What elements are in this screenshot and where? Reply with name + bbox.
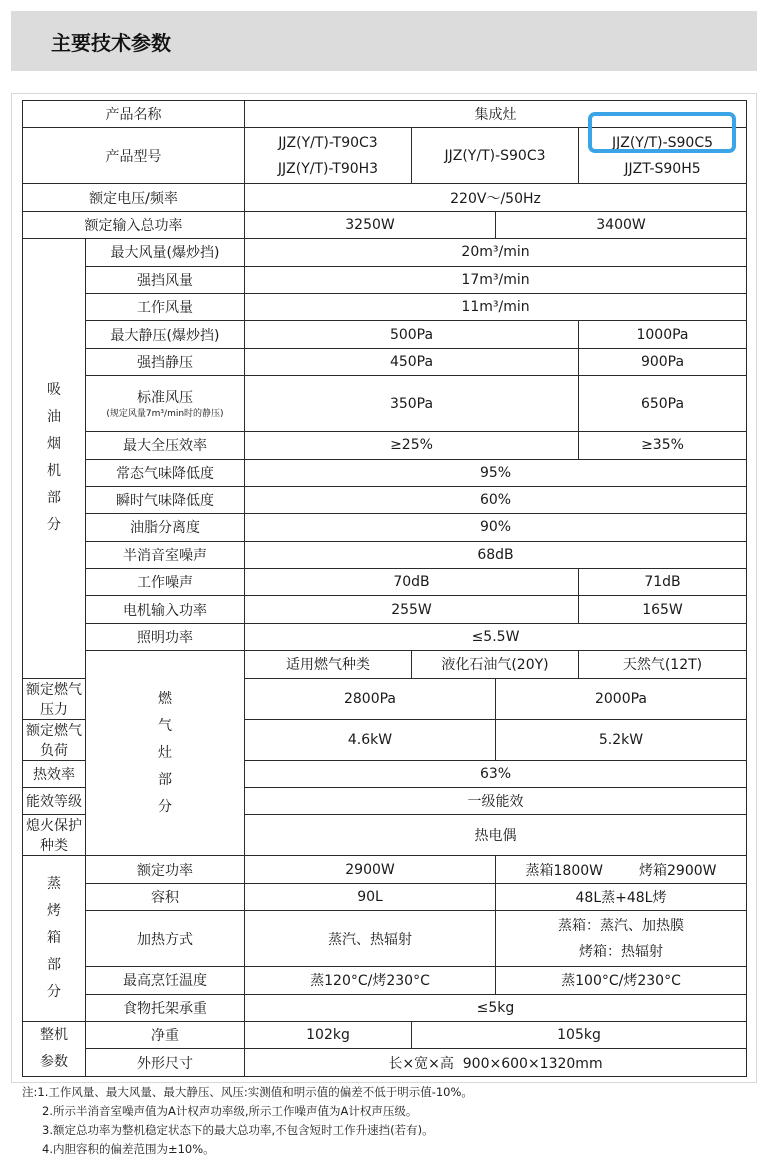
table-cell: 105kg (412, 1021, 747, 1049)
section-whole-label: 整机 参数 (23, 1021, 86, 1076)
table-cell: 90% (245, 514, 747, 541)
table-cell: 2800Pa (245, 678, 496, 719)
spec-table (22, 100, 747, 1077)
table-cell: 900Pa (579, 348, 747, 375)
table-cell: 额定电压/频率 (23, 184, 245, 211)
table-row (23, 541, 747, 568)
section-oven-label: 蒸 烤 箱 部 分 (23, 856, 86, 1022)
table-cell: 17m³/min (245, 266, 747, 293)
table-cell: 71dB (579, 569, 747, 596)
table-row (23, 569, 747, 596)
table-row (23, 432, 747, 459)
table-row (23, 266, 747, 293)
model-label: 产品型号 (23, 128, 245, 184)
table-cell: 102kg (245, 1021, 412, 1049)
table-row (23, 967, 747, 994)
table-cell: 48L蒸+48L烤 (496, 883, 747, 910)
table-cell: 额定输入总功率 (23, 211, 245, 238)
table-cell: 额定燃气压力 (23, 678, 86, 719)
table-cell: ≤5kg (245, 994, 747, 1021)
table-cell: 额定燃气负荷 (23, 719, 86, 760)
product-name-label: 产品名称 (23, 101, 245, 128)
table-cell: 20m³/min (245, 239, 747, 266)
table-cell: 90L (245, 883, 496, 910)
table-cell: 液化石油气(20Y) (412, 651, 579, 678)
table-cell: 电机输入功率 (86, 596, 245, 623)
table-row (23, 883, 747, 910)
table-cell: 68dB (245, 541, 747, 568)
table-cell: 95% (245, 459, 747, 486)
table-cell: 450Pa (245, 348, 579, 375)
model-highlight-box (588, 112, 736, 153)
table-cell: 220V～/50Hz (245, 184, 747, 211)
section-stove-label: 燃 气 灶 部 分 (86, 651, 245, 856)
table-row (23, 911, 747, 967)
table-row (23, 184, 747, 211)
table-row (23, 856, 747, 883)
table-cell: 蒸箱：蒸汽、加热膜 烤箱：热辐射 (496, 911, 747, 967)
table-cell: 蒸箱1800W 烤箱2900W (496, 856, 747, 883)
table-cell: 165W (579, 596, 747, 623)
table-cell: 强挡风量 (86, 266, 245, 293)
table-row (23, 514, 747, 541)
table-row (23, 211, 747, 238)
table-row (23, 376, 747, 432)
table-cell: 最大风量(爆炒挡) (86, 239, 245, 266)
table-cell: 工作噪声 (86, 569, 245, 596)
table-cell: 255W (245, 596, 579, 623)
table-cell: 半消音室噪声 (86, 541, 245, 568)
table-cell: 强挡静压 (86, 348, 245, 375)
table-cell: 长×宽×高 900×600×1320mm (245, 1049, 747, 1077)
table-cell: 蒸汽、热辐射 (245, 911, 496, 967)
table-row (23, 486, 747, 513)
table-cell: 蒸100°C/烤230°C (496, 967, 747, 994)
table-cell: 热电偶 (245, 815, 747, 856)
model-col3: JJZ(Y/T)-S90C5 JJZT-S90H5 (579, 128, 747, 184)
table-cell: 60% (245, 486, 747, 513)
table-row (23, 321, 747, 348)
table-cell: 2000Pa (496, 678, 747, 719)
model-col2: JJZ(Y/T)-S90C3 (412, 128, 579, 184)
table-cell: 5.2kW (496, 719, 747, 760)
table-cell: 最高烹饪温度 (86, 967, 245, 994)
table-cell: 加热方式 (86, 911, 245, 967)
table-cell: ≤5.5W (245, 623, 747, 650)
table-cell: 1000Pa (579, 321, 747, 348)
table-row (23, 293, 747, 320)
table-cell: 能效等级 (23, 788, 86, 815)
table-cell: 照明功率 (86, 623, 245, 650)
standard-pressure-label: 标准风压 (规定风量7m³/min时的静压) (86, 376, 245, 432)
table-cell: 常态气味降低度 (86, 459, 245, 486)
table-cell: 熄火保护种类 (23, 815, 86, 856)
table-cell: 350Pa (245, 376, 579, 432)
table-cell: 额定功率 (86, 856, 245, 883)
section-hood-label: 吸 油 烟 机 部 分 (23, 239, 86, 678)
table-row (23, 596, 747, 623)
product-name-value: 集成灶 (245, 101, 747, 128)
table-cell: 工作风量 (86, 293, 245, 320)
table-row (23, 651, 747, 678)
table-cell: 最大静压(爆炒挡) (86, 321, 245, 348)
table-cell: 500Pa (245, 321, 579, 348)
table-cell: 容积 (86, 883, 245, 910)
table-cell: 油脂分离度 (86, 514, 245, 541)
model-col1: JJZ(Y/T)-T90C3 JJZ(Y/T)-T90H3 (245, 128, 412, 184)
table-cell: 适用燃气种类 (245, 651, 412, 678)
table-cell: 天然气(12T) (579, 651, 747, 678)
table-cell: ≥25% (245, 432, 579, 459)
table-cell: 热效率 (23, 760, 86, 787)
table-row (23, 348, 747, 375)
table-cell: 净重 (86, 1021, 245, 1049)
table-cell: 2900W (245, 856, 496, 883)
table-cell: 3250W (245, 211, 496, 238)
table-row (23, 459, 747, 486)
table-cell: 3400W (496, 211, 747, 238)
table-cell: 瞬时气味降低度 (86, 486, 245, 513)
table-cell: 最大全压效率 (86, 432, 245, 459)
table-cell: 11m³/min (245, 293, 747, 320)
table-row (23, 1021, 747, 1049)
table-cell: 650Pa (579, 376, 747, 432)
table-cell: 63% (245, 760, 747, 787)
page-title: 主要技术参数 (11, 11, 757, 71)
table-cell: 一级能效 (245, 788, 747, 815)
table-row (23, 239, 747, 266)
table-cell: 食物托架承重 (86, 994, 245, 1021)
table-cell: 4.6kW (245, 719, 496, 760)
table-row (23, 623, 747, 650)
table-cell: 外形尺寸 (86, 1049, 245, 1077)
footnotes: 注:1.工作风量、最大风量、最大静压、风压:实测值和明示值的偏差不低于明示值-10%。 2.所示半消音室噪声值为A计权声功率级,所示工作噪声值为A计权声压级。 3.额定总功率为整机稳定状态下的最大总功率,不包含短时工作升速挡(若有)。 4.内胆容积的偏差范围为±10%。 (22, 1085, 473, 1156)
table-cell: 70dB (245, 569, 579, 596)
table-cell: 蒸120°C/烤230°C (245, 967, 496, 994)
table-row (23, 994, 747, 1021)
table-row (23, 1049, 747, 1077)
table-cell: ≥35% (579, 432, 747, 459)
